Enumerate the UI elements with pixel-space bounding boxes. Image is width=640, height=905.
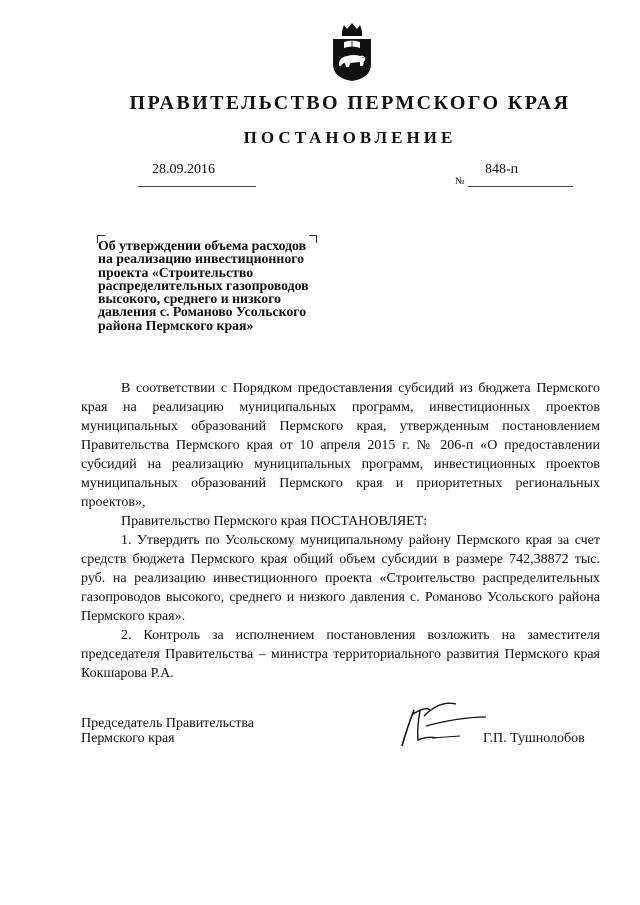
subject-line: проекта «Строительство: [98, 264, 254, 280]
number-underline: [468, 186, 573, 187]
document-date: 28.09.2016: [152, 162, 215, 177]
subject-line: района Пермского края»: [98, 317, 254, 333]
item-1-paragraph: 1. Утвердить по Усольскому муниципальному району Пермского края за счет средств бюджета Пермского края общий объем субсидии в размере 742,38872 тыс. руб. на реализацию инвестиционного проекта «Строительство распределительных газопроводов высокого, среднего и низкого давления с. Романово Усольского района Пермского края».: [81, 533, 600, 624]
subject-line: на реализацию инвестиционного: [98, 251, 305, 267]
subject-line: Об утверждении объема расходов: [98, 238, 307, 253]
number-sign: №: [455, 176, 465, 187]
item-2-paragraph: 2. Контроль за исполнением постановления возложить на заместителя председателя Правительства – министра территориального развития Пермского края Кокшарова Р.А.: [81, 628, 600, 681]
document-body: [81, 379, 600, 683]
government-title: ПРАВИТЕЛЬСТВО ПЕРМСКОГО КРАЯ: [129, 92, 571, 114]
signature-mark: [398, 698, 488, 748]
coat-of-arms-icon: [330, 22, 374, 82]
position-line: Председатель Правительства: [81, 716, 254, 731]
subject-line: распределительных газопроводов: [98, 277, 309, 293]
subject-line: высокого, среднего и низкого: [98, 291, 282, 307]
document-subject: [98, 239, 343, 332]
subject-line: давления с. Романово Усольского: [98, 304, 307, 320]
resolution-paragraph: Правительство Пермского края ПОСТАНОВЛЯЕТ:: [121, 514, 428, 529]
preamble-paragraph: В соответствии с Порядком предоставления субсидий из бюджета Пермского края на реализацию муниципальных программ, инвестиционных проектов муниципальных образований Пермского края, утвержденным постановлением Правительства Пермского края от 10 апреля 2015 г. № 206-п «О предоставлении субсидий на реализацию муниципальных программ, инвестиционных проектов муниципальных образований Пермского края и приоритетных региональных проектов»,: [81, 381, 600, 510]
signatory-position: [81, 716, 254, 746]
signatory-name: Г.П. Тушнолобов: [483, 731, 585, 746]
document-number: 848-п: [485, 162, 519, 177]
document-kind: ПОСТАНОВЛЕНИЕ: [243, 128, 457, 147]
position-line: Пермского края: [81, 731, 175, 746]
date-underline: [138, 186, 256, 187]
